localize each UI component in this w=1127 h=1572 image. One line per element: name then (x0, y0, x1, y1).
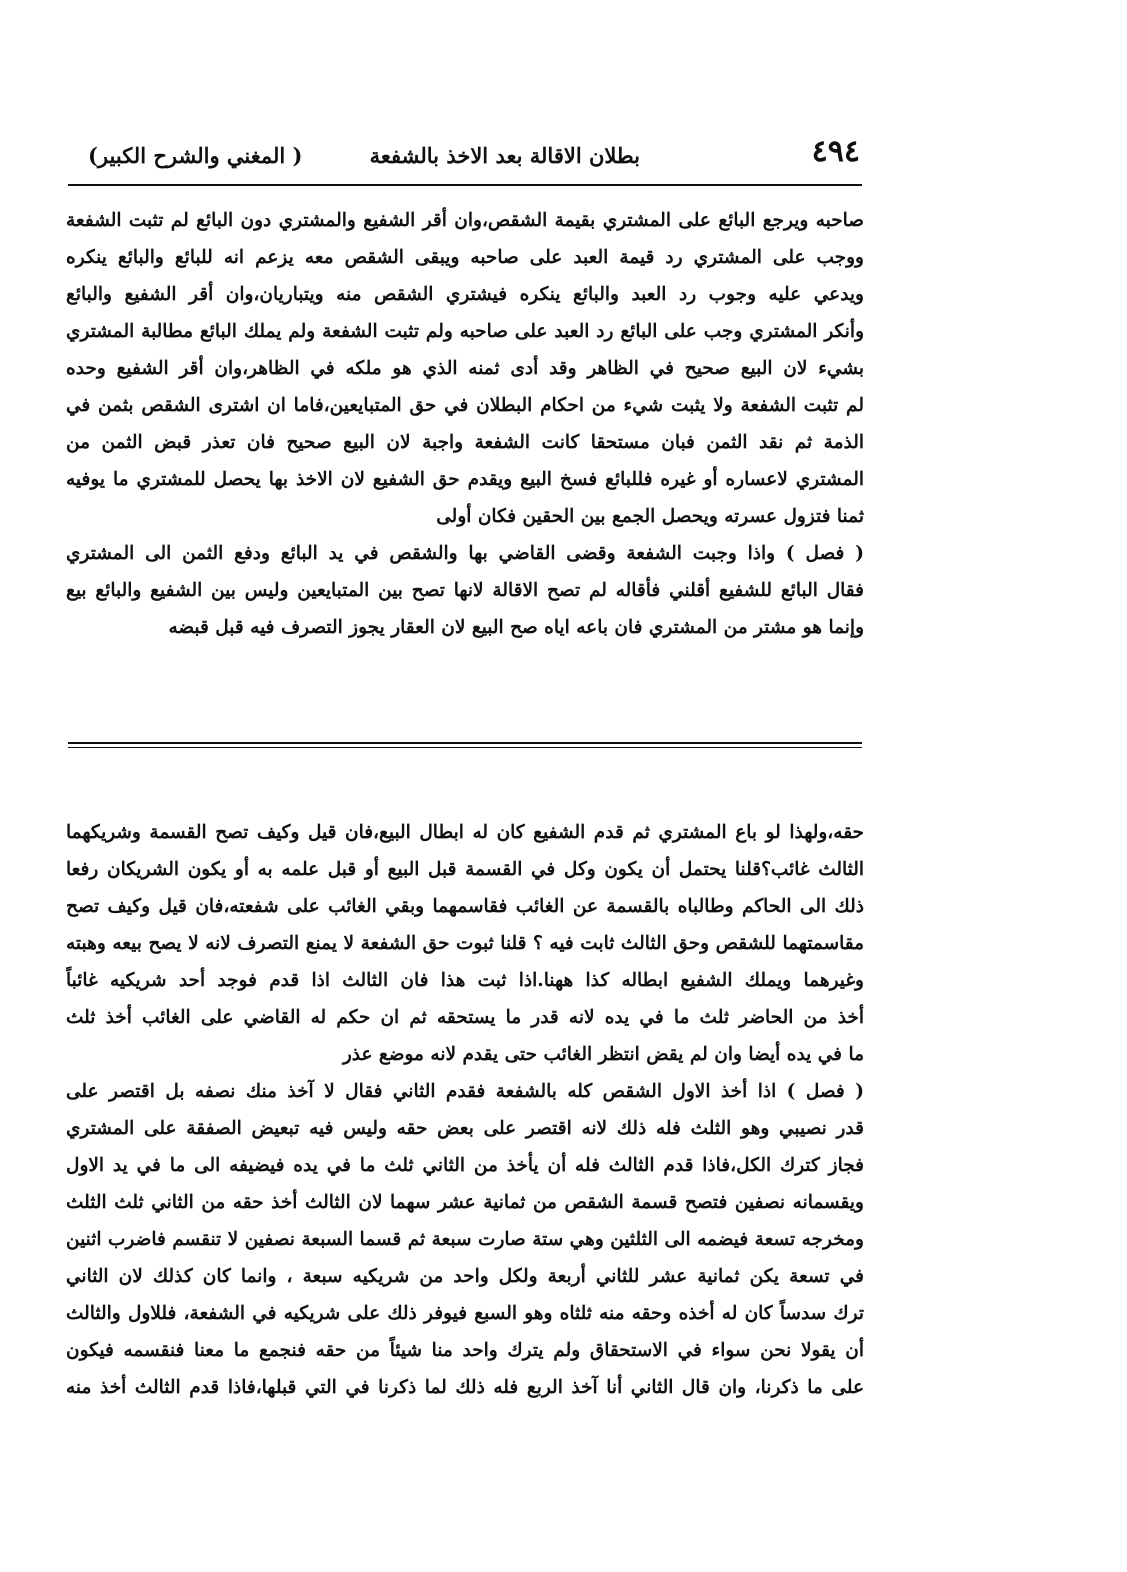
text-line: الذمة ثم نقد الثمن فبان مستحقا كانت الشفعة واجبة لان البيع صحيح فان تعذر قبض الثمن من (66, 432, 864, 453)
text-line: وأنكر المشتري وجب على البائع رد العبد على صاحبه ولم تثبت الشفعة ولم يملك البائع مطالبة المشتري (66, 321, 864, 342)
text-line: ومخرجه تسعة فيضمه الى الثلثين وهي ستة صارت سبعة ثم قسما السبعة نصفين لا تنقسم فاضرب اثنين (66, 1229, 864, 1250)
text-line: فقال البائع للشفيع أقلني فأقاله لم تصح الاقالة لانها تصح بين المتبايعين وليس بين الشفيع والبائع بيع (66, 580, 864, 601)
text-line: الثالث غائب؟قلنا يحتمل أن يكون وكل في القسمة قبل البيع أو قبل علمه به أو يكون الشريكان رفعا (66, 859, 864, 880)
text-line: لم تثبت الشفعة ولا يثبت شيء من احكام البطلان في حق المتبايعين،فاما ان اشترى الشقص بثمن في (66, 395, 864, 416)
text-line: ويدعي عليه وجوب رد العبد والبائع ينكره فيشتري الشقص منه ويتباريان،وان أقر الشفيع والبائع (66, 284, 864, 305)
text-line: فجاز كترك الكل،فاذا قدم الثالث فله أن يأخذ من الثاني ثلث ما في يده فيضيفه الى ما في يد الاول (66, 1155, 864, 1176)
text-line: صاحبه ويرجع البائع على المشتري بقيمة الشقص،وان أقر الشفيع والمشتري دون البائع لم تثبت الشفعة (66, 210, 864, 231)
text-line: بشيء لان البيع صحيح في الظاهر وقد أدى ثمنه الذي هو ملكه في الظاهر،وان أقر الشفيع وحده (66, 358, 864, 379)
text-line: ( فصل ) اذا أخذ الاول الشقص كله بالشفعة فقدم الثاني فقال لا آخذ منك نصفه بل اقتصر على (66, 1081, 864, 1102)
text-line: أن يقولا نحن سواء في الاستحقاق ولم يترك واحد منا شيئاً من حقه فنجمع ما معنا فنقسمه فيكون (66, 1340, 864, 1361)
text-line: ترك سدساً كان له أخذه وحقه منه ثلثاه وهو السبع فيوفر ذلك على شريكيه في الشفعة، فللاول والثالث (66, 1303, 864, 1324)
lower-text-block (66, 814, 864, 1406)
text-line: في تسعة يكن ثمانية عشر للثاني أربعة ولكل واحد من شريكيه سبعة ، وانما كان كذلك لان الثاني (66, 1266, 864, 1287)
page-header (70, 134, 860, 180)
section-title: بطلان الاقالة بعد الاخذ بالشفعة (369, 143, 640, 168)
text-line: وإنما هو مشتر من المشتري فان باعه اياه صح البيع لان العقار يجوز التصرف فيه قبل قبضه (168, 617, 864, 638)
page-number: ٤٩٤ (811, 134, 860, 169)
text-line: حقه،ولهذا لو باع المشتري ثم قدم الشفيع كان له ابطال البيع،فان قيل وكيف تصح القسمة وشريكهما (66, 822, 864, 843)
header-rule (68, 184, 862, 186)
upper-text-block (66, 202, 864, 646)
text-line: على ما ذكرنا، وان قال الثاني أنا آخذ الربع فله ذلك لما ذكرنا في التي قبلها،فاذا قدم الثالث أخذ منه (66, 1377, 864, 1398)
text-line: ويقسمانه نصفين فتصح قسمة الشقص من ثمانية عشر سهما لان الثالث أخذ حقه من الثاني ثلث الثلث (66, 1192, 864, 1213)
text-line: ثمنا فتزول عسرته ويحصل الجمع بين الحقين فكان أولى (436, 506, 864, 527)
text-line: ( فصل ) واذا وجبت الشفعة وقضى القاضي بها والشقص في يد البائع ودفع الثمن الى المشتري (66, 543, 864, 564)
book-title: ( المغني والشرح الكبير) (88, 143, 303, 168)
text-line: أخذ من الحاضر ثلث ما في يده لانه قدر ما يستحقه ثم ان حكم له القاضي على الغائب أخذ ثلث (66, 1007, 864, 1028)
text-line: ما في يده أيضا وان لم يقض انتظر الغائب حتى يقدم لانه موضع عذر (342, 1044, 864, 1065)
text-line: وغيرهما ويملك الشفيع ابطاله كذا ههنا.اذا ثبت هذا فان الثالث اذا قدم فوجد أحد شريكيه غائباً (66, 970, 864, 991)
section-divider (68, 742, 862, 748)
text-line: المشتري لاعساره أو غيره فللبائع فسخ البيع ويقدم حق الشفيع لان الاخذ بها يحصل للمشتري ما يوفيه (66, 469, 864, 490)
text-line: مقاسمتهما للشقص وحق الثالث ثابت فيه ؟ قلنا ثبوت حق الشفعة لا يمنع التصرف لانه لا يصح بيعه وهبته (66, 933, 864, 954)
text-line: ووجب على المشتري رد قيمة العبد على صاحبه ويبقى الشقص معه يزعم انه للبائع والبائع ينكره (66, 247, 864, 268)
text-line: ذلك الى الحاكم وطالباه بالقسمة عن الغائب فقاسمهما وبقي الغائب على شفعته،فان قيل وكيف تصح (66, 896, 864, 917)
text-line: قدر نصيبي وهو الثلث فله ذلك لانه اقتصر على بعض حقه وليس فيه تبعيض الصفقة على المشتري (66, 1118, 864, 1139)
